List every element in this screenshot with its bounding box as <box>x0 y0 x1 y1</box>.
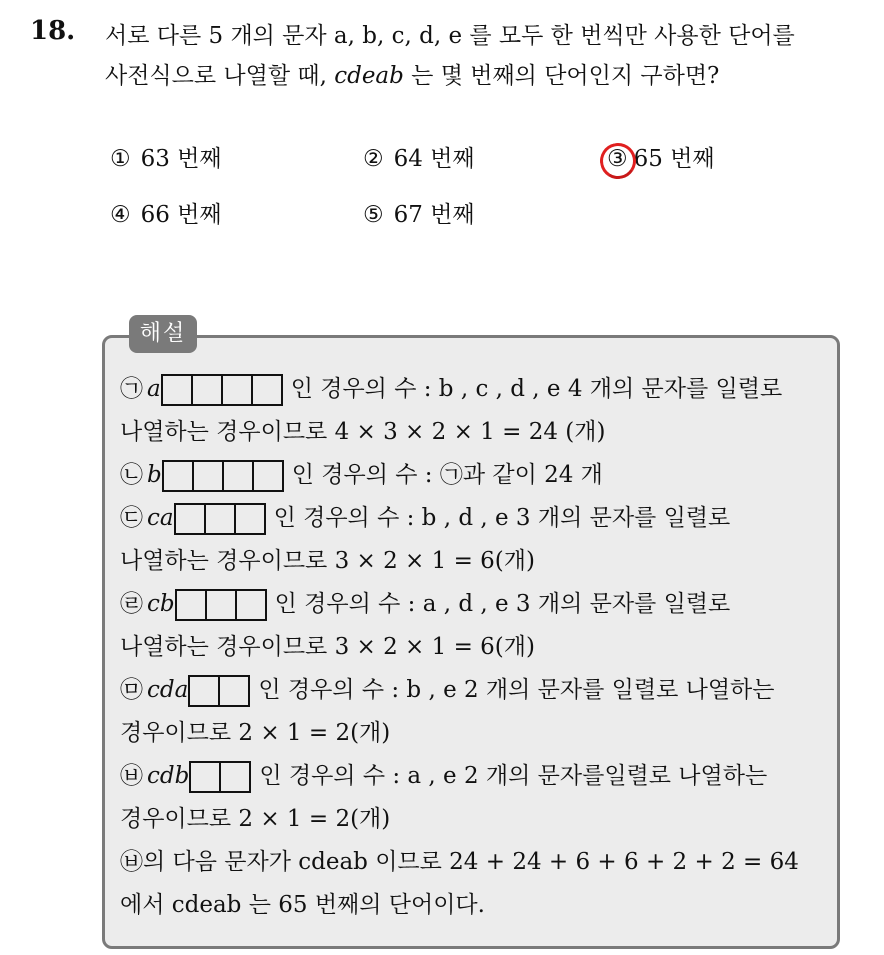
choice-1[interactable] <box>110 140 222 173</box>
item-2-prefix: b <box>147 462 162 488</box>
choice-2-text: 64 번째 <box>393 146 475 172</box>
problem-word: cdeab <box>334 63 404 89</box>
selected-choice-mark: ③ <box>607 146 628 172</box>
item-4-rest: 인 경우의 수 : a , d , e 3 개의 문자를 일렬로 <box>274 591 731 617</box>
choice-3[interactable] <box>607 140 715 173</box>
item-6-mark: ㉥ <box>120 763 143 789</box>
item-3-cont: 나열하는 경우이므로 3 × 2 × 1 = 6(개) <box>120 548 535 574</box>
item-6-cont: 경우이므로 2 × 1 = 2(개) <box>120 806 391 832</box>
solution-conclusion-1: ㉥의 다음 문자가 cdeab 이므로 24 + 24 + 6 + 6 + 2 + 2 = 64 <box>120 849 799 875</box>
solution-item-2 <box>120 454 825 497</box>
choice-1-mark: ① <box>110 146 131 172</box>
item-1-cont: 나열하는 경우이므로 4 × 3 × 2 × 1 = 24 (개) <box>120 419 606 445</box>
choice-2-mark: ② <box>363 146 384 172</box>
problem-line-2-a: 사전식으로 나열할 때, <box>105 63 335 89</box>
item-2-mark: ㉡ <box>120 462 143 488</box>
solution-item-4 <box>120 583 825 626</box>
solution-conclusion-2: 에서 cdeab 는 65 번째의 단어이다. <box>120 892 485 918</box>
item-5-mark: ㉤ <box>120 677 143 703</box>
problem-line-2-b: 는 몇 번째의 단어인지 구하면? <box>403 63 720 89</box>
choice-4-mark: ④ <box>110 202 131 228</box>
choice-3-text: 65 번째 <box>633 146 715 172</box>
item-2-rest: 인 경우의 수 : ㉠과 같이 24 개 <box>291 462 603 488</box>
item-3-rest: 인 경우의 수 : b , d , e 3 개의 문자를 일렬로 <box>273 505 731 531</box>
item-5-prefix: cda <box>147 677 189 703</box>
item-4-mark: ㉣ <box>120 591 143 617</box>
item-3-prefix: ca <box>147 505 174 531</box>
item-1-prefix: a <box>147 376 161 402</box>
item-5-cont: 경우이므로 2 × 1 = 2(개) <box>120 720 391 746</box>
choice-3-mark <box>607 146 628 172</box>
blank-boxes <box>162 460 284 492</box>
item-3-mark: ㉢ <box>120 505 143 531</box>
solution-item-5 <box>120 669 825 712</box>
choice-5-text: 67 번째 <box>393 202 475 228</box>
solution-item-1 <box>120 368 825 411</box>
item-4-prefix: cb <box>147 591 175 617</box>
item-5-rest: 인 경우의 수 : b , e 2 개의 문자를 일렬로 나열하는 <box>258 677 775 703</box>
choice-4-text: 66 번째 <box>140 202 222 228</box>
item-6-prefix: cdb <box>147 763 190 789</box>
item-1-mark: ㉠ <box>120 376 143 402</box>
problem-text <box>105 16 875 96</box>
choice-5-mark: ⑤ <box>363 202 384 228</box>
choice-1-text: 63 번째 <box>140 146 222 172</box>
choice-5[interactable] <box>363 196 475 229</box>
solution-tag: 해설 <box>129 315 197 353</box>
problem-line-1: 서로 다른 5 개의 문자 a, b, c, d, e 를 모두 한 번씩만 사용한 단어를 <box>105 23 795 49</box>
problem-line-2 <box>105 56 875 96</box>
solution-item-6 <box>120 755 825 798</box>
item-1-rest: 인 경우의 수 : b , c , d , e 4 개의 문자를 일렬로 <box>290 376 783 402</box>
blank-boxes <box>175 589 267 621</box>
item-4-cont: 나열하는 경우이므로 3 × 2 × 1 = 6(개) <box>120 634 535 660</box>
blank-boxes <box>189 761 251 793</box>
item-6-rest: 인 경우의 수 : a , e 2 개의 문자를일렬로 나열하는 <box>259 763 768 789</box>
solution-content <box>120 368 825 927</box>
choice-4[interactable] <box>110 196 222 229</box>
blank-boxes <box>174 503 266 535</box>
solution-item-3 <box>120 497 825 540</box>
blank-boxes <box>188 675 250 707</box>
problem-number: 18. <box>30 16 76 46</box>
blank-boxes <box>161 374 283 406</box>
choice-2[interactable] <box>363 140 475 173</box>
